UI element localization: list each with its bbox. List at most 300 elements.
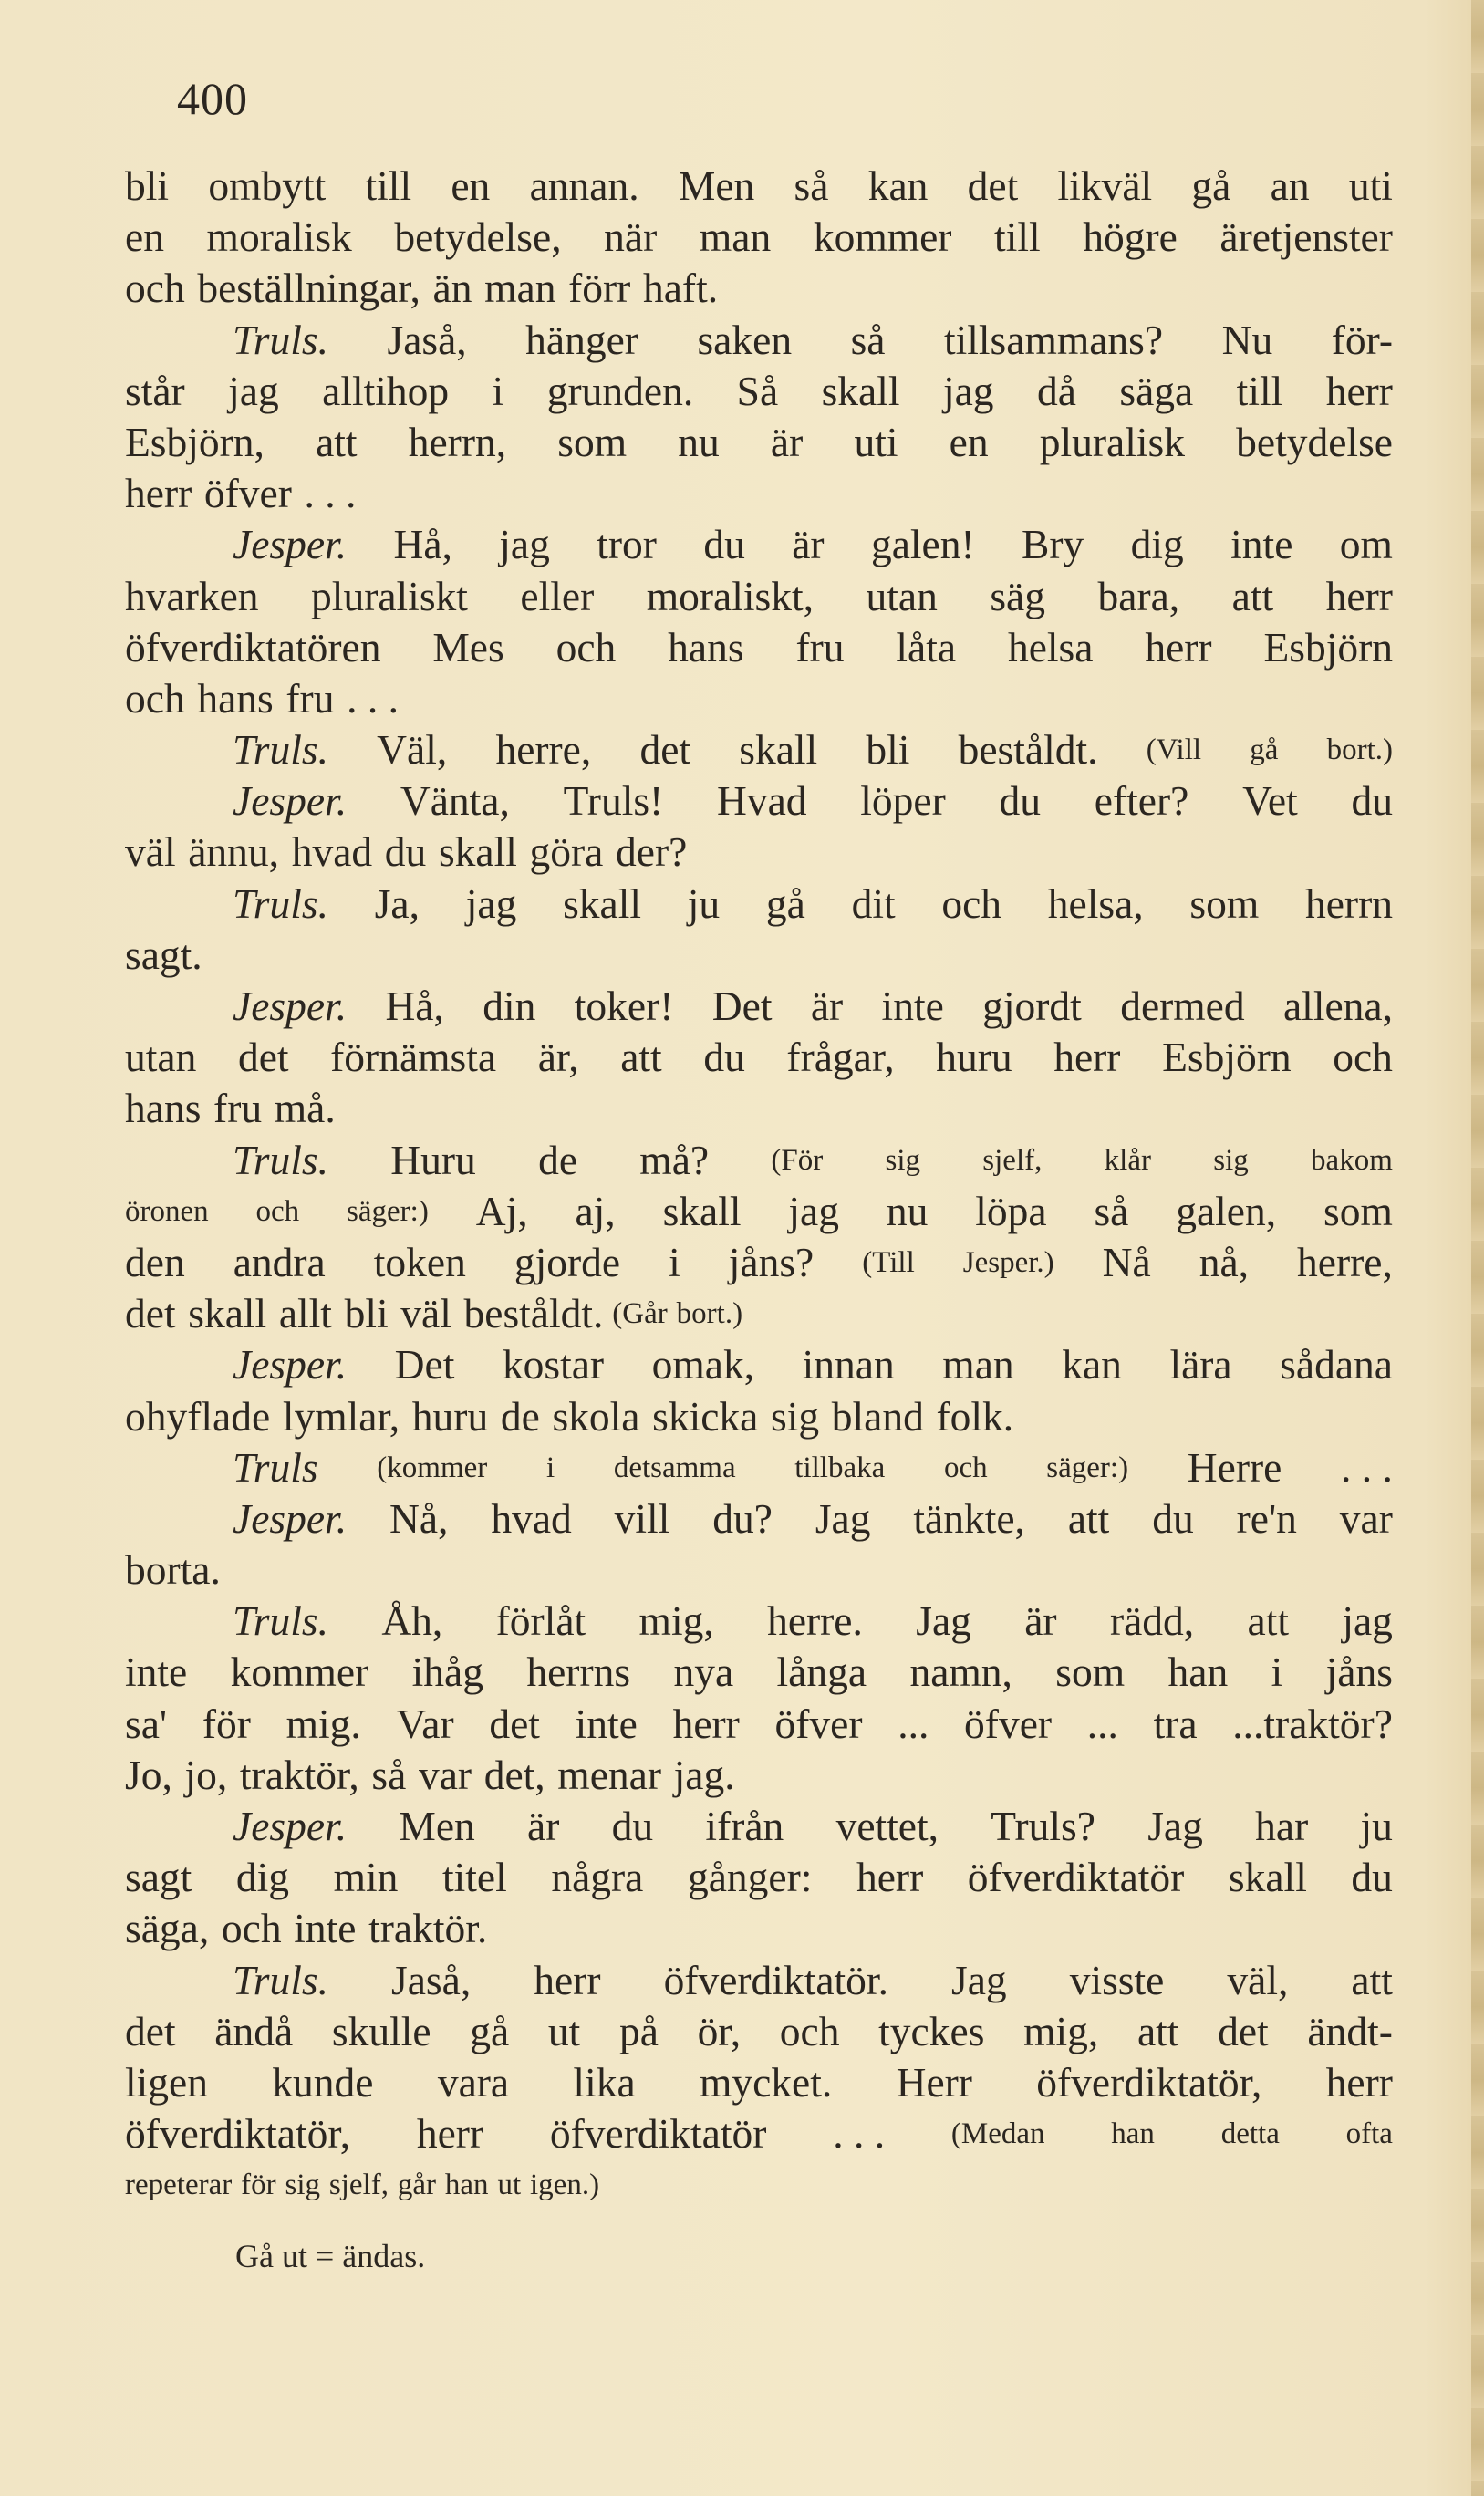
word: vill: [614, 1494, 670, 1542]
text-line: [125, 1083, 1393, 1134]
word: Jaså,: [387, 316, 467, 363]
word: herr: [672, 1700, 740, 1747]
word: har: [1255, 1803, 1309, 1849]
word: skall: [821, 367, 900, 414]
text-line: [125, 724, 1393, 775]
word: gå: [1191, 162, 1231, 209]
text-line: [125, 879, 1393, 930]
body-text: [125, 161, 1393, 2211]
word: omak,: [651, 1341, 755, 1388]
stage-direction-word: tillbaka: [794, 1451, 886, 1484]
speaker-name: Truls.: [233, 316, 328, 363]
word: löper: [860, 777, 946, 825]
word: du: [384, 828, 427, 876]
word: Åh,: [381, 1597, 443, 1645]
text-line: [125, 1544, 1393, 1596]
word: öfver: [774, 1700, 863, 1747]
word: borta.: [125, 1546, 221, 1594]
text-line: [125, 1032, 1393, 1083]
word: ör,: [697, 2007, 742, 2054]
word: på: [618, 2007, 659, 2054]
word: att: [316, 418, 358, 465]
word: helsa: [1007, 623, 1094, 671]
word: eller: [520, 572, 595, 619]
text-line: [125, 622, 1393, 673]
word: kommer: [813, 213, 952, 261]
word: dit: [851, 879, 896, 927]
footer-note: Gå ut = ändas.: [235, 2238, 426, 2274]
word: jag: [942, 367, 994, 414]
word: du: [999, 777, 1042, 825]
word: låta: [896, 623, 957, 671]
word: kan: [867, 162, 929, 209]
stage-direction-word: bakom: [1311, 1143, 1393, 1177]
stage-direction-word: (Medan: [950, 2117, 1045, 2151]
text-line: [125, 1135, 1393, 1186]
word: den: [125, 1238, 185, 1285]
word: gjordt: [982, 983, 1082, 1029]
word: nu: [678, 418, 720, 465]
word: var: [1339, 1494, 1393, 1542]
word: en: [125, 213, 164, 261]
stage-direction-word: (Vill: [1146, 733, 1202, 767]
word: pluraliskt: [311, 572, 468, 619]
word: utan: [866, 572, 938, 619]
word: herr: [1325, 367, 1393, 414]
stage-direction-word: (Går: [612, 1297, 668, 1331]
word: mig.: [285, 1700, 361, 1747]
word: herr: [856, 1854, 924, 1901]
word: innan: [802, 1341, 895, 1388]
word: det: [967, 162, 1019, 209]
word: namn,: [909, 1648, 1012, 1696]
word: re'n: [1236, 1494, 1297, 1542]
text-line: [125, 263, 1393, 314]
word: du: [703, 1034, 745, 1081]
word: jag: [228, 367, 279, 414]
word: skall: [1228, 1854, 1307, 1901]
word: Men: [399, 1803, 475, 1849]
word: inte: [125, 1648, 188, 1696]
word: Nå: [1102, 1238, 1151, 1285]
word: folk.: [936, 1392, 1014, 1440]
word: herr: [1325, 2058, 1393, 2106]
text-line: [125, 1339, 1393, 1390]
stage-direction-word: i: [545, 1451, 555, 1484]
stage-direction-word: repeterar: [125, 2168, 233, 2202]
word: det: [1218, 2007, 1269, 2054]
word: Vet: [1242, 777, 1298, 825]
word: när: [604, 213, 658, 261]
word: nå,: [1199, 1238, 1250, 1285]
word: hans: [125, 1085, 202, 1132]
word: skall: [188, 1290, 267, 1337]
word: tyckes: [878, 2007, 985, 2054]
text-line: [125, 161, 1393, 212]
text-line: [125, 1955, 1393, 2006]
text-line: [125, 1391, 1393, 1442]
word: Herre: [1187, 1443, 1282, 1491]
word: väl,: [1227, 1956, 1289, 2003]
word: Aj,: [475, 1187, 528, 1234]
word: sådana: [1280, 1341, 1393, 1388]
word: inte: [1230, 521, 1293, 568]
word: du: [1152, 1494, 1194, 1542]
word: Jag: [916, 1597, 971, 1645]
word: inte: [294, 1905, 357, 1952]
word: det: [125, 1290, 176, 1337]
word: dig: [235, 1854, 290, 1901]
word: bara,: [1097, 572, 1180, 619]
text-line: [125, 2108, 1393, 2159]
word: Herr: [896, 2058, 972, 2106]
text-line: [125, 1186, 1393, 1237]
word: och: [125, 674, 185, 722]
word: till: [365, 162, 412, 209]
text-line: [125, 468, 1393, 519]
word: för: [202, 1700, 251, 1747]
speaker-name: Truls.: [233, 1136, 328, 1183]
word: ohyflade: [125, 1392, 271, 1440]
word: herre,: [495, 726, 592, 774]
word: i: [492, 367, 504, 414]
word: att: [620, 1034, 662, 1081]
word: . . .: [833, 2110, 886, 2158]
word: jo,: [184, 1751, 228, 1798]
word: högre: [1083, 213, 1178, 261]
word: att: [1247, 1597, 1289, 1645]
word: lika: [573, 2058, 636, 2106]
word: utan: [125, 1034, 197, 1081]
word: som: [1055, 1648, 1126, 1696]
text-line: [125, 417, 1393, 468]
word: de: [500, 1392, 540, 1440]
word: allena,: [1282, 983, 1393, 1029]
word: an: [1270, 162, 1310, 209]
text-line: [125, 1750, 1393, 1801]
word: herrn,: [408, 418, 507, 465]
word: det: [639, 726, 691, 774]
word: det,: [483, 1751, 545, 1798]
stage-direction-word: ofta: [1345, 2117, 1393, 2151]
text-line: [125, 1852, 1393, 1903]
word: säga,: [125, 1905, 210, 1952]
word: Jag: [815, 1494, 871, 1542]
word: gjorde: [514, 1238, 621, 1285]
word: traktör.: [368, 1905, 488, 1952]
word: ju: [1360, 1803, 1393, 1849]
word: löpa: [975, 1187, 1047, 1234]
word: inte: [881, 983, 944, 1029]
word: fru: [285, 674, 335, 722]
word: än: [432, 265, 472, 312]
word: Bry: [1022, 521, 1084, 568]
word: öfverdiktatör,: [125, 2110, 351, 2158]
word: sig: [771, 1392, 820, 1440]
word: moraliskt,: [646, 572, 814, 619]
word: i: [669, 1238, 680, 1285]
speaker-name: Jesper.: [233, 1803, 348, 1849]
word: Jag: [951, 1956, 1007, 2003]
word: öfverdiktatör: [967, 1854, 1185, 1901]
word: hvad: [491, 1494, 572, 1542]
word: sagt.: [125, 931, 202, 978]
word: må?: [639, 1136, 710, 1183]
word: så: [794, 162, 829, 209]
word: det: [237, 1034, 289, 1081]
word: inte: [575, 1700, 638, 1747]
word: ombytt: [208, 162, 327, 209]
speaker-name: Jesper.: [233, 1341, 348, 1388]
speaker-name: Truls.: [233, 726, 328, 774]
word: frågar,: [786, 1034, 895, 1081]
word: och: [125, 265, 185, 312]
word: som: [557, 418, 628, 465]
word: är: [792, 521, 825, 568]
word: herre.: [767, 1597, 863, 1645]
word: Vänta,: [400, 777, 510, 825]
speaker-name: Jesper.: [233, 777, 348, 825]
word: skola: [552, 1392, 640, 1440]
word: rädd,: [1109, 1597, 1195, 1645]
word: säga: [1119, 367, 1194, 414]
text-line: [125, 673, 1393, 724]
word: galen!: [870, 521, 975, 568]
word: att: [1136, 2007, 1179, 2054]
word: en: [949, 418, 989, 465]
word: ...traktör?: [1232, 1700, 1393, 1747]
word: om: [1339, 521, 1393, 568]
word: är: [810, 983, 844, 1029]
word: beståldt.: [463, 1290, 604, 1337]
word: token: [373, 1238, 466, 1285]
word: jåns: [1325, 1648, 1393, 1696]
word: och: [221, 1905, 282, 1952]
speaker-name: Jesper.: [233, 521, 348, 568]
word: och: [1333, 1034, 1393, 1081]
text-line: [125, 1699, 1393, 1750]
word: beställningar,: [197, 265, 420, 312]
stage-direction-word: för: [241, 2168, 276, 2202]
word: jag: [465, 879, 517, 927]
word: lymlar,: [282, 1392, 400, 1440]
word: gånger:: [687, 1854, 813, 1901]
word: bland: [831, 1392, 924, 1440]
word: Ja,: [374, 879, 420, 927]
text-line: [125, 2057, 1393, 2108]
word: . . .: [1341, 1443, 1393, 1491]
word: fru: [795, 623, 845, 671]
word: så: [1094, 1187, 1129, 1234]
word: moralisk: [206, 213, 352, 261]
word: uti: [854, 418, 898, 465]
stage-direction-word: sig: [285, 2168, 321, 2202]
word: Esbjörn: [1263, 623, 1393, 671]
word: Truls?: [991, 1803, 1095, 1849]
word: det: [489, 1700, 540, 1747]
text-line: [125, 827, 1393, 878]
stage-direction-word: klår: [1104, 1143, 1151, 1177]
word: de: [538, 1136, 578, 1183]
word: var: [418, 1751, 472, 1798]
word: väl: [400, 1290, 451, 1337]
word: fru: [213, 1085, 263, 1132]
word: att: [1231, 572, 1274, 619]
word: Jo,: [125, 1751, 172, 1798]
speaker-name: Truls.: [233, 879, 328, 927]
word: ...: [1086, 1700, 1118, 1747]
word: hvad: [291, 828, 373, 876]
speaker-name: Truls.: [233, 1956, 328, 2003]
stage-direction-word: igen.): [530, 2168, 600, 2202]
stage-direction-word: sjelf,: [982, 1143, 1043, 1177]
word: ut: [547, 2007, 581, 2054]
word: du: [703, 521, 745, 568]
word: ...: [898, 1700, 929, 1747]
text-line: [125, 775, 1393, 827]
word: uti: [1348, 162, 1393, 209]
word: hans: [197, 674, 274, 722]
word: herrns: [526, 1648, 631, 1696]
word: man: [484, 265, 556, 312]
word: galen,: [1176, 1187, 1277, 1234]
word: efter?: [1094, 777, 1189, 825]
word: bli: [866, 726, 910, 774]
word: då: [1036, 367, 1076, 414]
word: säg: [990, 572, 1045, 619]
word: herr: [1325, 572, 1393, 619]
word: förlåt: [495, 1597, 586, 1645]
speaker-name: Jesper.: [233, 983, 348, 1029]
word: herr: [1053, 1034, 1121, 1081]
word: och: [779, 2007, 840, 2054]
word: så: [371, 1751, 407, 1798]
word: öfverdiktatör,: [1036, 2058, 1262, 2106]
word: lära: [1169, 1341, 1232, 1388]
stage-direction-word: gå: [1250, 733, 1279, 767]
word: och: [941, 879, 1002, 927]
word: jag: [788, 1187, 839, 1234]
word: betydelse: [1236, 418, 1393, 465]
word: skall: [662, 1187, 742, 1234]
word: han: [1167, 1648, 1229, 1696]
word: skulle: [331, 2007, 431, 2054]
word: som: [1323, 1187, 1393, 1234]
word: nya: [673, 1648, 734, 1696]
text-line: [125, 571, 1393, 622]
word: till: [994, 213, 1041, 261]
page-edge-shadow: [1471, 0, 1484, 2496]
word: skall: [563, 879, 641, 927]
word: man: [699, 213, 772, 261]
stage-direction-word: går: [397, 2168, 437, 2202]
word: kostar: [502, 1341, 605, 1388]
word: tra: [1153, 1700, 1198, 1747]
word: herrn: [1304, 879, 1393, 927]
text-line: [125, 1442, 1393, 1493]
stage-direction-word: (kommer: [377, 1451, 488, 1484]
word: . . .: [347, 674, 399, 722]
word: bli: [344, 1290, 389, 1337]
word: mycket.: [699, 2058, 833, 2106]
word: nu: [886, 1187, 929, 1234]
word: kunde: [272, 2058, 374, 2106]
word: min: [333, 1854, 399, 1901]
stage-direction-word: bort.): [676, 1297, 743, 1331]
text-line: [125, 1288, 1393, 1339]
word: allt: [278, 1290, 332, 1337]
word: Jag: [1147, 1803, 1203, 1849]
word: . . .: [304, 470, 357, 517]
text-line: [125, 930, 1393, 981]
word: göra: [529, 828, 604, 876]
word: Väl,: [377, 726, 448, 774]
word: du: [611, 1803, 654, 1849]
word: Var: [396, 1700, 454, 1747]
stage-direction-word: bort.): [1326, 733, 1393, 767]
word: man: [942, 1341, 1014, 1388]
text-line: [125, 1493, 1393, 1544]
stage-direction-word: detsamma: [613, 1451, 736, 1484]
word: saken: [697, 316, 793, 363]
word: ändt-: [1307, 2007, 1393, 2054]
word: till: [1236, 367, 1283, 414]
word: skicka: [652, 1392, 759, 1440]
word: du: [1351, 777, 1393, 825]
word: annan.: [529, 162, 639, 209]
word: gå: [470, 2007, 510, 2054]
word: Hå,: [385, 983, 444, 1029]
word: hvarken: [125, 572, 259, 619]
word: din: [483, 983, 536, 1029]
word: beståldt.: [958, 726, 1098, 774]
stage-direction-word: sig: [885, 1143, 921, 1177]
stage-direction-word: öronen: [125, 1194, 209, 1228]
word: i: [1271, 1648, 1283, 1696]
word: väl: [125, 828, 176, 876]
stage-direction-word: detta: [1220, 2117, 1280, 2151]
word: Esbjörn,: [125, 418, 265, 465]
word: kan: [1062, 1341, 1122, 1388]
speaker-name: Truls.: [233, 1597, 328, 1645]
word: jåns?: [728, 1238, 815, 1285]
word: som: [1189, 879, 1260, 927]
word: herr: [534, 1956, 601, 2003]
stage-direction-word: (För: [771, 1143, 824, 1177]
word: Huru: [390, 1136, 476, 1183]
page-number: 400: [177, 73, 248, 124]
text-line: [125, 2006, 1393, 2057]
word: för-: [1331, 316, 1393, 363]
text-line: [125, 1903, 1393, 1954]
word: står: [125, 367, 185, 414]
word: haft.: [642, 265, 719, 312]
stage-direction-word: (Till: [862, 1245, 915, 1279]
word: några: [551, 1854, 644, 1901]
text-line: [125, 212, 1393, 263]
word: visste: [1069, 1956, 1165, 2003]
word: helsa,: [1047, 879, 1144, 927]
word: hänger: [525, 316, 638, 363]
word: är,: [537, 1034, 579, 1081]
word: förr: [568, 265, 631, 312]
word: huru: [936, 1034, 1012, 1081]
word: sagt: [125, 1854, 192, 1901]
word: tillsammans?: [943, 316, 1164, 363]
word: är: [770, 418, 804, 465]
word: Nu: [1221, 316, 1273, 363]
word: aj,: [575, 1187, 616, 1234]
